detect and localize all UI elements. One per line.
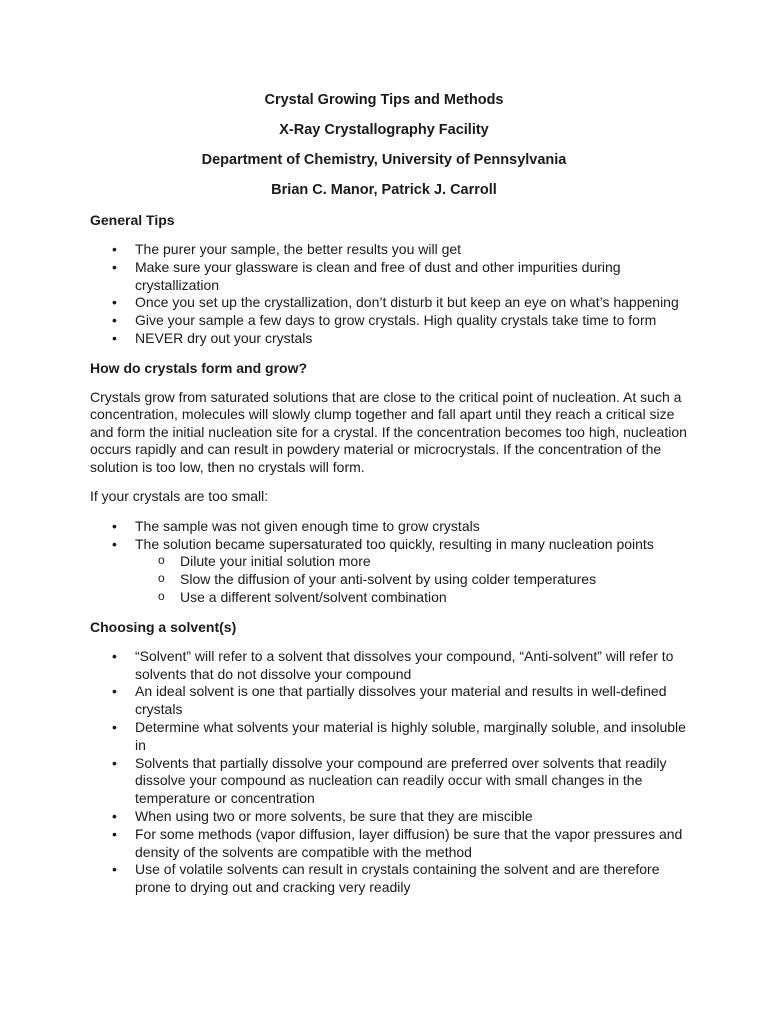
document-title: Crystal Growing Tips and Methods (264, 92, 504, 108)
general-tips-list (90, 241, 690, 348)
list-item: • Determine what solvents your material is highly soluble, marginally soluble, and insoluble in (90, 719, 690, 755)
crystal-formation-paragraph: Crystals grow from saturated solutions that are close to the critical point of nucleation. At such a concentration, molecules will slowly clump together and fall apart until they reach a critical size and form the initial nucleation site for a crystal. If the concentration becomes too high, nucleation occurs rapidly and can result in powdery material or microcrystals. If the concentration of the solution is too low, then no crystals will form. (90, 388, 687, 475)
list-item: • The purer your sample, the better results you will get (90, 241, 690, 259)
list-item (90, 536, 690, 607)
list-item-text: The solution became supersaturated too quickly, resulting in many nucleation points (135, 535, 654, 552)
list-item: • NEVER dry out your crystals (90, 330, 690, 348)
list-item: • Once you set up the crystallization, don’t disturb it but keep an eye on what’s happening (90, 294, 690, 312)
how-crystals-form-heading: How do crystals form and grow? (90, 359, 308, 376)
list-item: • Solvents that partially dissolve your compound are preferred over solvents that readily dissolve your compound as nucleation can readily occur with small changes in the temperature or concentration (90, 755, 690, 808)
sub-list-item: o Use a different solvent/solvent combination (135, 589, 690, 607)
choosing-solvent-heading: Choosing a solvent(s) (90, 618, 237, 635)
facility-name: X-Ray Crystallography Facility (279, 122, 489, 138)
choosing-solvent-list (90, 648, 690, 897)
list-item: • “Solvent” will refer to a solvent that dissolves your compound, “Anti-solvent” will refer to solvents that do not dissolve your compound (90, 648, 690, 684)
authors: Brian C. Manor, Patrick J. Carroll (271, 182, 497, 198)
department-name: Department of Chemistry, University of Pennsylvania (201, 152, 567, 168)
sub-list (135, 553, 690, 606)
list-item: • Give your sample a few days to grow crystals. High quality crystals take time to form (90, 312, 690, 330)
title-block (90, 92, 678, 199)
list-item: • For some methods (vapor diffusion, layer diffusion) be sure that the vapor pressures and density of the solvents are compatible with the method (90, 826, 690, 862)
list-item: • The sample was not given enough time to grow crystals (90, 518, 690, 536)
list-item: • Make sure your glassware is clean and free of dust and other impurities during crystallization (90, 259, 690, 295)
too-small-intro: If your crystals are too small: (90, 488, 269, 505)
sub-list-item: o Dilute your initial solution more (135, 553, 690, 571)
list-item: • An ideal solvent is one that partially dissolves your material and results in well-defined crystals (90, 683, 690, 719)
general-tips-heading: General Tips (90, 212, 175, 228)
list-item: • When using two or more solvents, be sure that they are miscible (90, 808, 690, 826)
sub-list-item: o Slow the diffusion of your anti-solvent by using colder temperatures (135, 571, 690, 589)
too-small-list (90, 518, 690, 607)
list-item: • Use of volatile solvents can result in crystals containing the solvent and are therefore prone to drying out and cracking very readily (90, 861, 690, 897)
